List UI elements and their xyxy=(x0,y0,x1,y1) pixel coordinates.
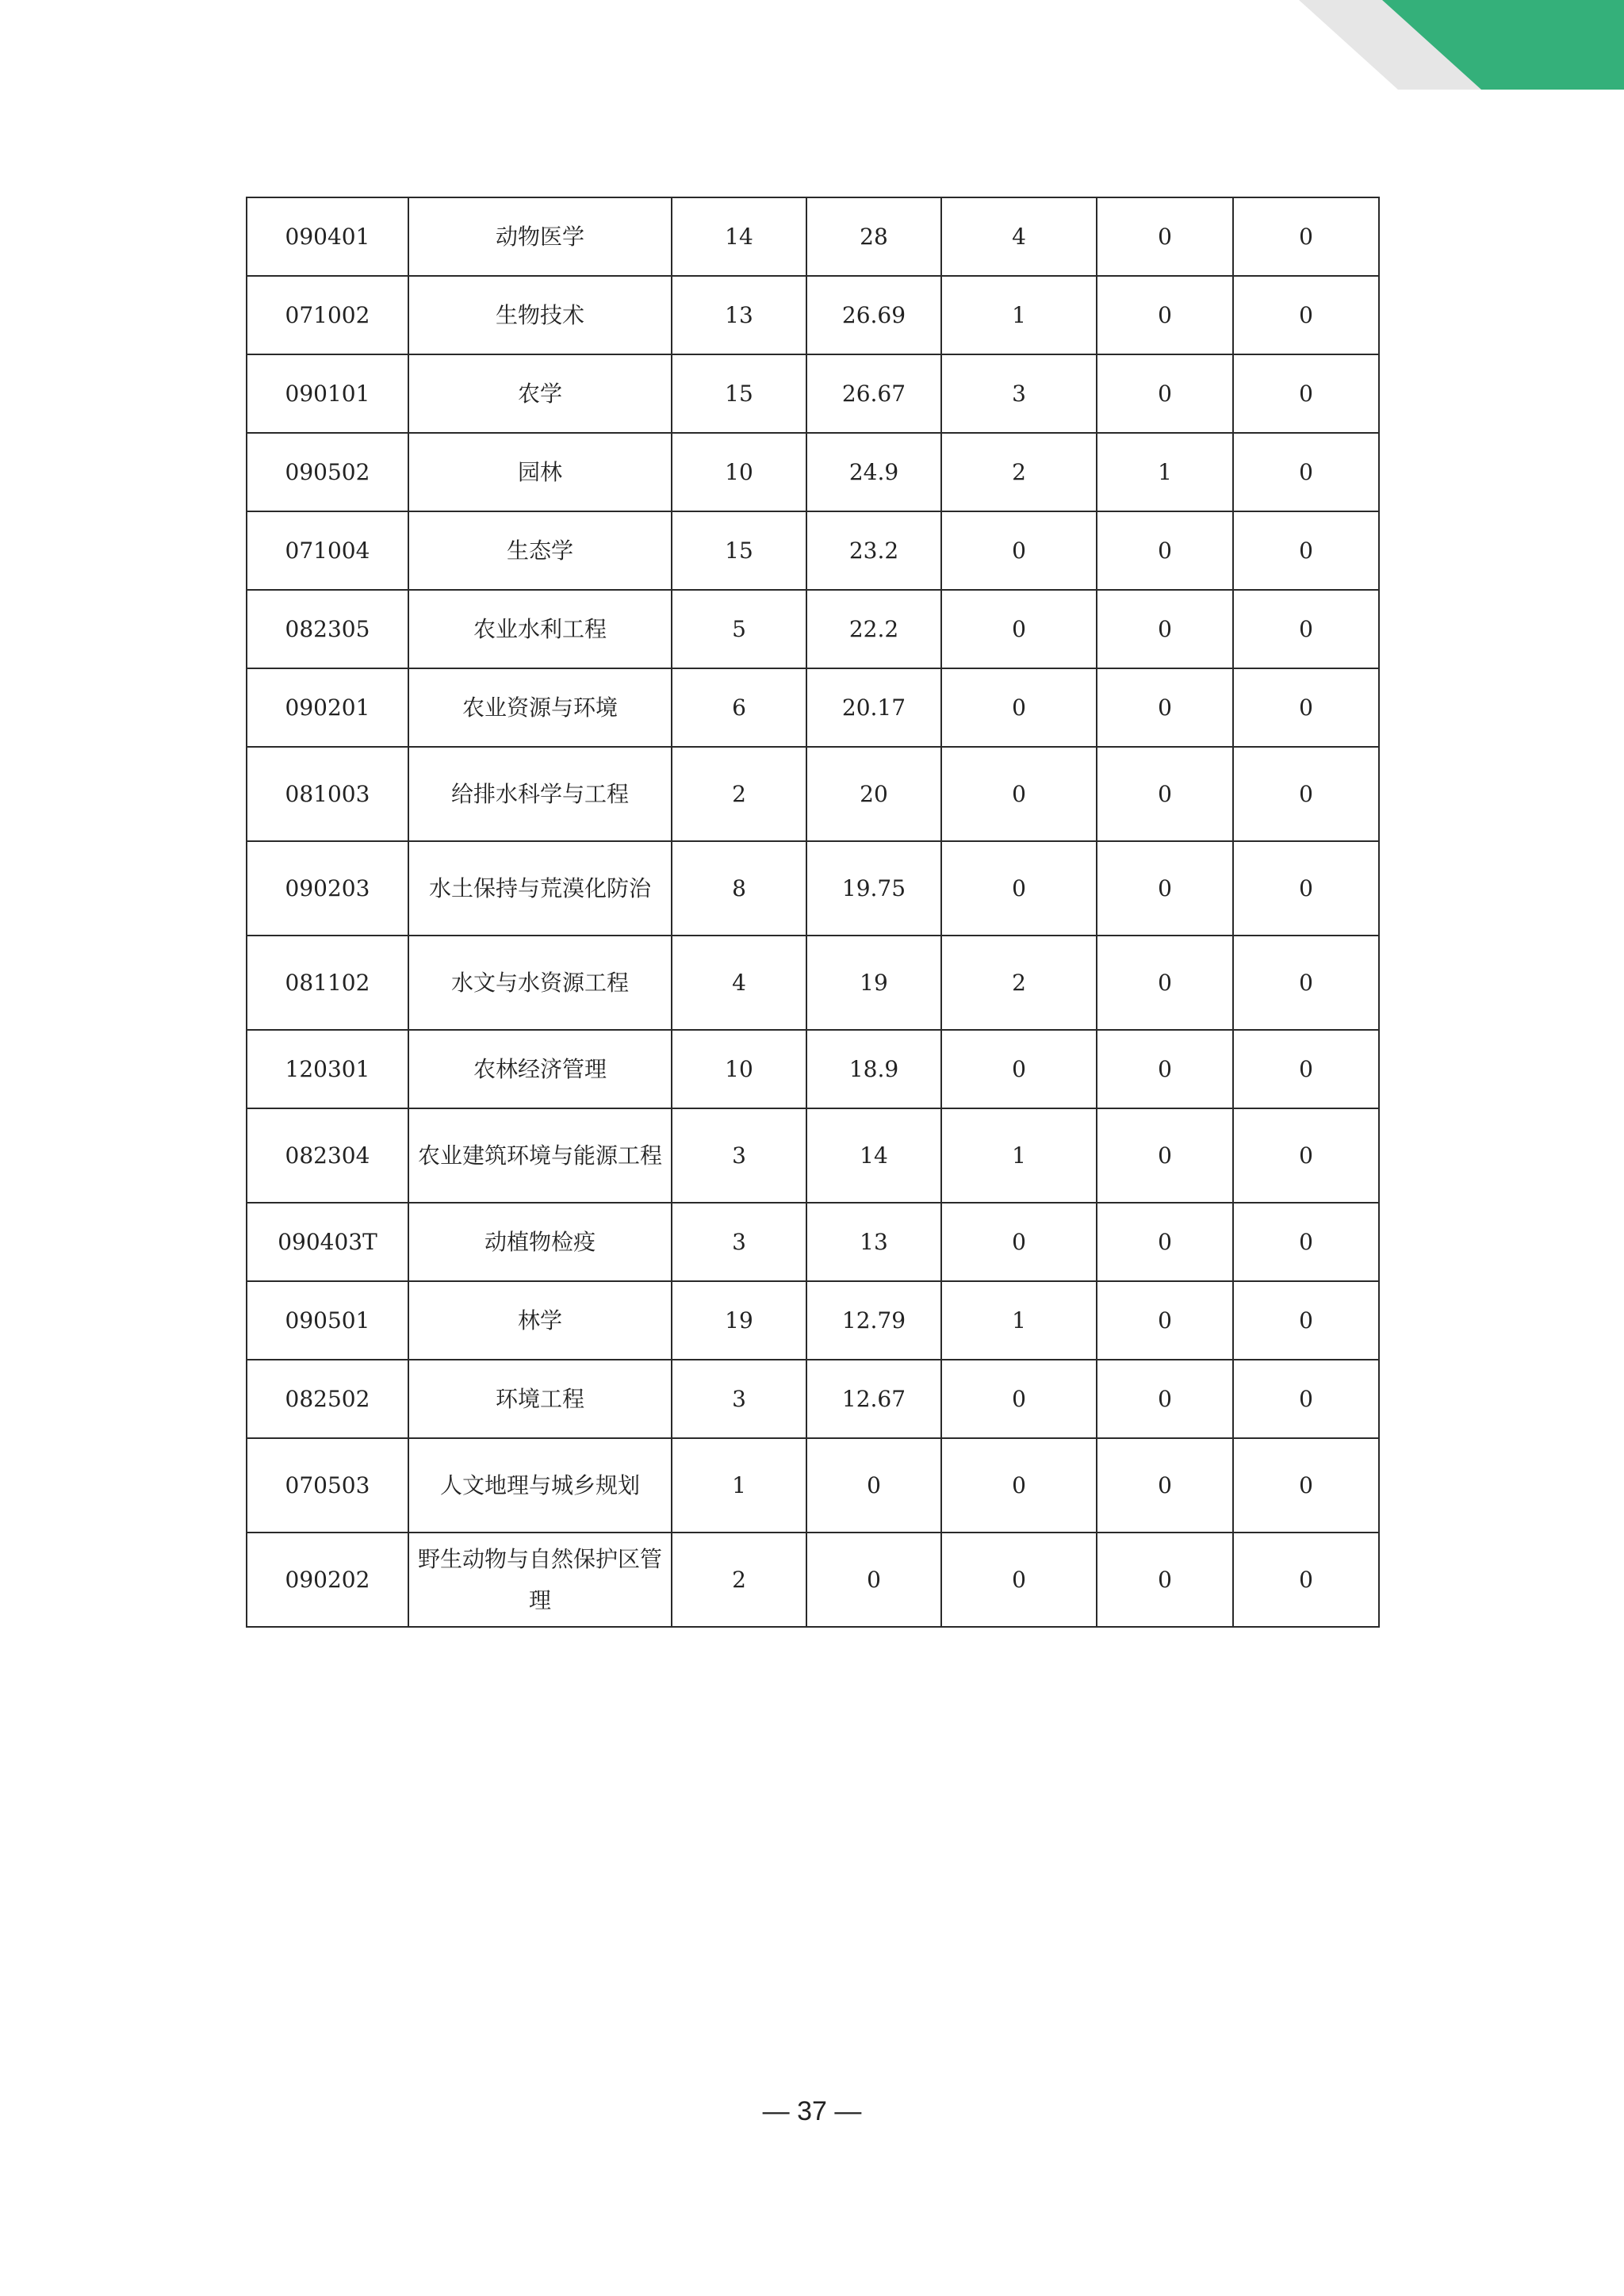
value-cell: 14 xyxy=(672,197,806,276)
value-cell: 0 xyxy=(1233,1030,1379,1108)
code-cell: 120301 xyxy=(247,1030,408,1108)
value-cell: 12.79 xyxy=(806,1281,941,1360)
value-cell: 0 xyxy=(806,1533,941,1627)
value-cell: 0 xyxy=(1097,936,1233,1030)
value-cell: 20.17 xyxy=(806,668,941,747)
name-cell: 生物技术 xyxy=(408,276,672,354)
code-cell: 090501 xyxy=(247,1281,408,1360)
value-cell: 1 xyxy=(941,1108,1097,1203)
value-cell: 26.69 xyxy=(806,276,941,354)
table-row xyxy=(247,747,1379,841)
value-cell: 4 xyxy=(941,197,1097,276)
value-cell: 20 xyxy=(806,747,941,841)
page-number: — 37 — xyxy=(762,2096,862,2126)
value-cell: 13 xyxy=(672,276,806,354)
value-cell: 1 xyxy=(941,1281,1097,1360)
value-cell: 0 xyxy=(941,1030,1097,1108)
value-cell: 0 xyxy=(1233,354,1379,433)
table-row xyxy=(247,1030,1379,1108)
table-row xyxy=(247,1108,1379,1203)
table-row xyxy=(247,197,1379,276)
name-cell: 水文与水资源工程 xyxy=(408,936,672,1030)
code-cell: 070503 xyxy=(247,1438,408,1533)
value-cell: 2 xyxy=(672,1533,806,1627)
table-row xyxy=(247,841,1379,936)
table-row xyxy=(247,511,1379,590)
value-cell: 2 xyxy=(941,936,1097,1030)
name-cell: 水土保持与荒漠化防治 xyxy=(408,841,672,936)
code-cell: 081102 xyxy=(247,936,408,1030)
value-cell: 0 xyxy=(1233,1360,1379,1438)
code-cell: 081003 xyxy=(247,747,408,841)
value-cell: 28 xyxy=(806,197,941,276)
value-cell: 19.75 xyxy=(806,841,941,936)
value-cell: 6 xyxy=(672,668,806,747)
value-cell: 0 xyxy=(941,1533,1097,1627)
code-cell: 071002 xyxy=(247,276,408,354)
name-cell: 农业建筑环境与能源工程 xyxy=(408,1108,672,1203)
value-cell: 2 xyxy=(941,433,1097,511)
value-cell: 15 xyxy=(672,354,806,433)
name-cell: 动植物检疫 xyxy=(408,1203,672,1281)
code-cell: 090203 xyxy=(247,841,408,936)
code-cell: 090202 xyxy=(247,1533,408,1627)
table-row xyxy=(247,1281,1379,1360)
value-cell: 15 xyxy=(672,511,806,590)
name-cell: 农业资源与环境 xyxy=(408,668,672,747)
table-row xyxy=(247,1360,1379,1438)
value-cell: 0 xyxy=(1097,747,1233,841)
value-cell: 2 xyxy=(672,747,806,841)
value-cell: 0 xyxy=(1097,1360,1233,1438)
value-cell: 0 xyxy=(1097,511,1233,590)
value-cell: 0 xyxy=(1233,197,1379,276)
value-cell: 0 xyxy=(1233,1108,1379,1203)
value-cell: 1 xyxy=(941,276,1097,354)
value-cell: 13 xyxy=(806,1203,941,1281)
name-cell: 动物医学 xyxy=(408,197,672,276)
value-cell: 0 xyxy=(1233,1281,1379,1360)
value-cell: 0 xyxy=(941,590,1097,668)
name-cell: 环境工程 xyxy=(408,1360,672,1438)
value-cell: 19 xyxy=(806,936,941,1030)
name-cell: 林学 xyxy=(408,1281,672,1360)
value-cell: 10 xyxy=(672,1030,806,1108)
value-cell: 0 xyxy=(941,1360,1097,1438)
name-cell: 园林 xyxy=(408,433,672,511)
value-cell: 0 xyxy=(1233,668,1379,747)
value-cell: 0 xyxy=(941,841,1097,936)
value-cell: 0 xyxy=(1097,1203,1233,1281)
value-cell: 3 xyxy=(672,1360,806,1438)
data-table xyxy=(246,197,1380,1628)
code-cell: 082304 xyxy=(247,1108,408,1203)
value-cell: 0 xyxy=(1233,511,1379,590)
value-cell: 0 xyxy=(941,1438,1097,1533)
value-cell: 0 xyxy=(941,511,1097,590)
value-cell: 0 xyxy=(1097,668,1233,747)
code-cell: 082305 xyxy=(247,590,408,668)
value-cell: 0 xyxy=(1233,1203,1379,1281)
name-cell: 人文地理与城乡规划 xyxy=(408,1438,672,1533)
value-cell: 19 xyxy=(672,1281,806,1360)
table-row xyxy=(247,433,1379,511)
value-cell: 8 xyxy=(672,841,806,936)
table-row xyxy=(247,936,1379,1030)
name-cell: 农业水利工程 xyxy=(408,590,672,668)
value-cell: 0 xyxy=(1233,747,1379,841)
name-cell: 给排水科学与工程 xyxy=(408,747,672,841)
value-cell: 24.9 xyxy=(806,433,941,511)
value-cell: 0 xyxy=(941,1203,1097,1281)
code-cell: 090403T xyxy=(247,1203,408,1281)
value-cell: 3 xyxy=(941,354,1097,433)
value-cell: 0 xyxy=(941,747,1097,841)
value-cell: 4 xyxy=(672,936,806,1030)
name-cell: 野生动物与自然保护区管理 xyxy=(408,1533,672,1627)
value-cell: 0 xyxy=(1097,1108,1233,1203)
value-cell: 0 xyxy=(941,668,1097,747)
value-cell: 0 xyxy=(1097,1030,1233,1108)
value-cell: 0 xyxy=(1233,590,1379,668)
name-cell: 生态学 xyxy=(408,511,672,590)
code-cell: 082502 xyxy=(247,1360,408,1438)
value-cell: 0 xyxy=(1233,1438,1379,1533)
value-cell: 0 xyxy=(1097,197,1233,276)
code-cell: 090502 xyxy=(247,433,408,511)
value-cell: 0 xyxy=(1233,936,1379,1030)
value-cell: 0 xyxy=(1233,276,1379,354)
value-cell: 0 xyxy=(1097,354,1233,433)
table-row xyxy=(247,1438,1379,1533)
value-cell: 0 xyxy=(1097,1438,1233,1533)
value-cell: 10 xyxy=(672,433,806,511)
value-cell: 0 xyxy=(1097,590,1233,668)
value-cell: 22.2 xyxy=(806,590,941,668)
code-cell: 090101 xyxy=(247,354,408,433)
table-row xyxy=(247,354,1379,433)
corner-decoration xyxy=(1243,0,1624,95)
value-cell: 23.2 xyxy=(806,511,941,590)
code-cell: 090201 xyxy=(247,668,408,747)
table-row xyxy=(247,1533,1379,1627)
value-cell: 0 xyxy=(1233,1533,1379,1627)
table-row xyxy=(247,668,1379,747)
value-cell: 12.67 xyxy=(806,1360,941,1438)
value-cell: 14 xyxy=(806,1108,941,1203)
table-row xyxy=(247,1203,1379,1281)
value-cell: 0 xyxy=(1097,1533,1233,1627)
value-cell: 0 xyxy=(1233,841,1379,936)
name-cell: 农学 xyxy=(408,354,672,433)
value-cell: 1 xyxy=(1097,433,1233,511)
value-cell: 0 xyxy=(1097,841,1233,936)
value-cell: 18.9 xyxy=(806,1030,941,1108)
value-cell: 5 xyxy=(672,590,806,668)
value-cell: 0 xyxy=(1097,276,1233,354)
value-cell: 3 xyxy=(672,1108,806,1203)
code-cell: 090401 xyxy=(247,197,408,276)
value-cell: 1 xyxy=(672,1438,806,1533)
name-cell: 农林经济管理 xyxy=(408,1030,672,1108)
table-row xyxy=(247,590,1379,668)
value-cell: 3 xyxy=(672,1203,806,1281)
value-cell: 0 xyxy=(1097,1281,1233,1360)
value-cell: 26.67 xyxy=(806,354,941,433)
value-cell: 0 xyxy=(806,1438,941,1533)
value-cell: 0 xyxy=(1233,433,1379,511)
table-row xyxy=(247,276,1379,354)
code-cell: 071004 xyxy=(247,511,408,590)
